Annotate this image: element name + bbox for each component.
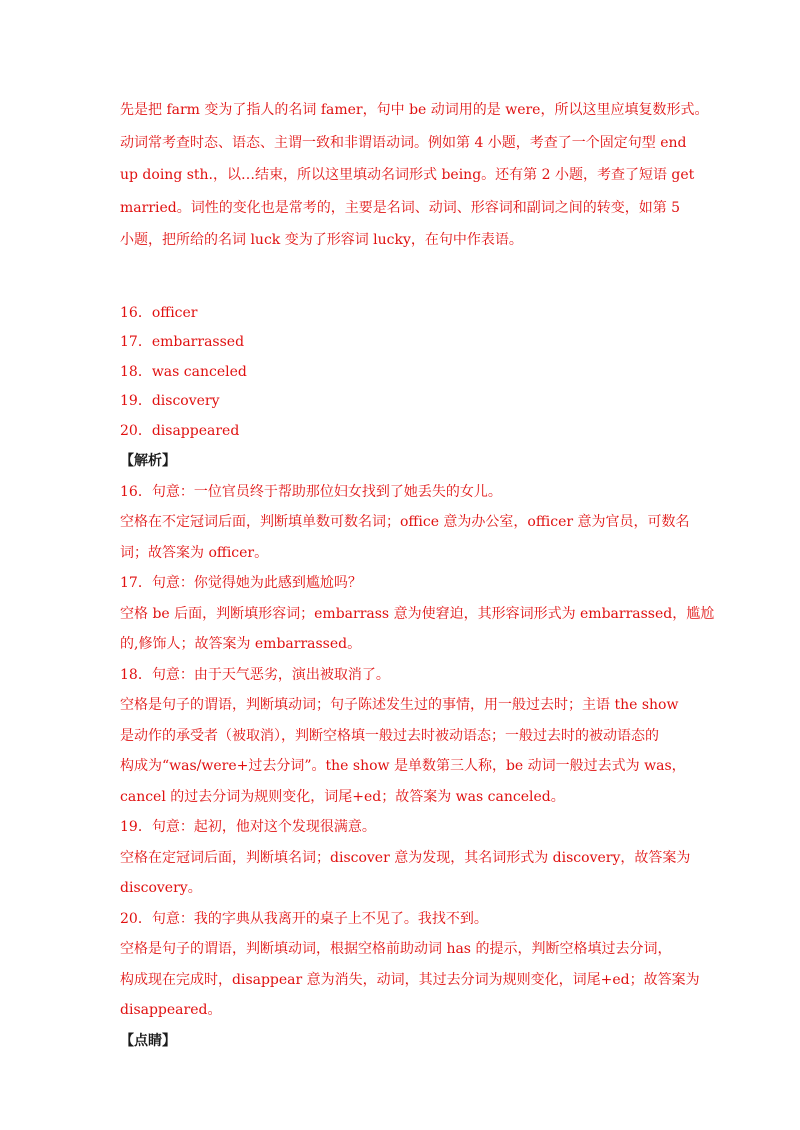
answer-item: 20．disappeared — [120, 422, 240, 439]
analysis-line: 17．句意：你觉得她为此感到尴尬吗？ — [120, 575, 362, 591]
document-page — [120, 94, 715, 1056]
analysis-line: 的,修饰人；故答案为 embarrassed。 — [120, 636, 362, 652]
answer-item: 17．embarrassed — [120, 334, 245, 350]
analysis-line: disappeared。 — [120, 1002, 222, 1018]
tips-heading: 【点睛】 — [120, 1032, 176, 1049]
analysis-line: discovery。 — [120, 880, 202, 896]
answer-list — [120, 299, 690, 447]
answer-item: 18．was canceled — [120, 363, 247, 380]
analysis-line: 是动作的承受者（被取消），判断空格填一般过去时被动语态；一般过去时的被动语态的 — [120, 727, 659, 744]
intro-paragraph — [120, 94, 709, 257]
analysis-line: 空格是句子的谓语，判断填动词，根据空格前助动词 has 的提示，判断空格填过去分词， — [120, 941, 672, 957]
answer-item: 16．officer — [120, 304, 198, 321]
analysis-line: 20．句意：我的字典从我离开的桌子上不见了。我找不到。 — [120, 910, 488, 927]
analysis-line: 18．句意：由于天气恶劣，演出被取消了。 — [120, 666, 390, 683]
answer-item: 19．discovery — [120, 393, 220, 409]
analysis-line: 16．句意：一位官员终于帮助那位妇女找到了她丢失的女儿。 — [120, 483, 502, 500]
analysis-line: 空格在定冠词后面，判断填名词；discover 意为发现，其名词形式为 discovery，故答案为 — [120, 849, 691, 866]
analysis-line: 空格 be 后面，判断填形容词；embarrass 意为使窘迫，其形容词形式为 embarrassed，尴尬 — [120, 605, 715, 622]
intro-line: up doing sth.，以…结束，所以这里填动名词形式 being。还有第 2 小题，考查了短语 get — [120, 167, 695, 183]
analysis-line: 空格在不定冠词后面，判断填单数可数名词；office 意为办公室，officer 意为官员，可数名 — [120, 514, 690, 530]
analysis-line: 空格是句子的谓语，判断填动词；句子陈述发生过的事情，用一般过去时；主语 the show — [120, 697, 679, 713]
intro-line: married。词性的变化也是常考的，主要是名词、动词、形容词和副词之间的转变，如第 5 — [120, 199, 681, 216]
analysis-line: cancel 的过去分词为规则变化，词尾+ed；故答案为 was canceled。 — [120, 788, 565, 805]
analysis-line: 词；故答案为 officer。 — [120, 544, 269, 561]
analysis-line: 构成现在完成时，disappear 意为消失，动词，其过去分词为规则变化，词尾+ed；故答案为 — [120, 971, 700, 988]
analysis-line: 构成为“was/were+过去分词”。the show 是单数第三人称，be 动词一般过去式为 was， — [120, 758, 686, 774]
analysis-line: 19．句意：起初，他对这个发现很满意。 — [120, 819, 376, 835]
intro-line: 动词常考查时态、语态、主谓一致和非谓语动词。例如第 4 小题，考查了一个固定句型 end — [120, 134, 687, 151]
intro-line: 小题，把所给的名词 luck 变为了形容词 lucky，在句中作表语。 — [120, 232, 523, 248]
analysis-heading: 【解析】 — [120, 453, 176, 469]
analysis-section — [120, 446, 715, 1056]
section-spacer — [120, 257, 690, 299]
intro-line: 先是把 farm 变为了指人的名词 famer，句中 be 动词用的是 were，所以这里应填复数形式。 — [120, 102, 709, 118]
